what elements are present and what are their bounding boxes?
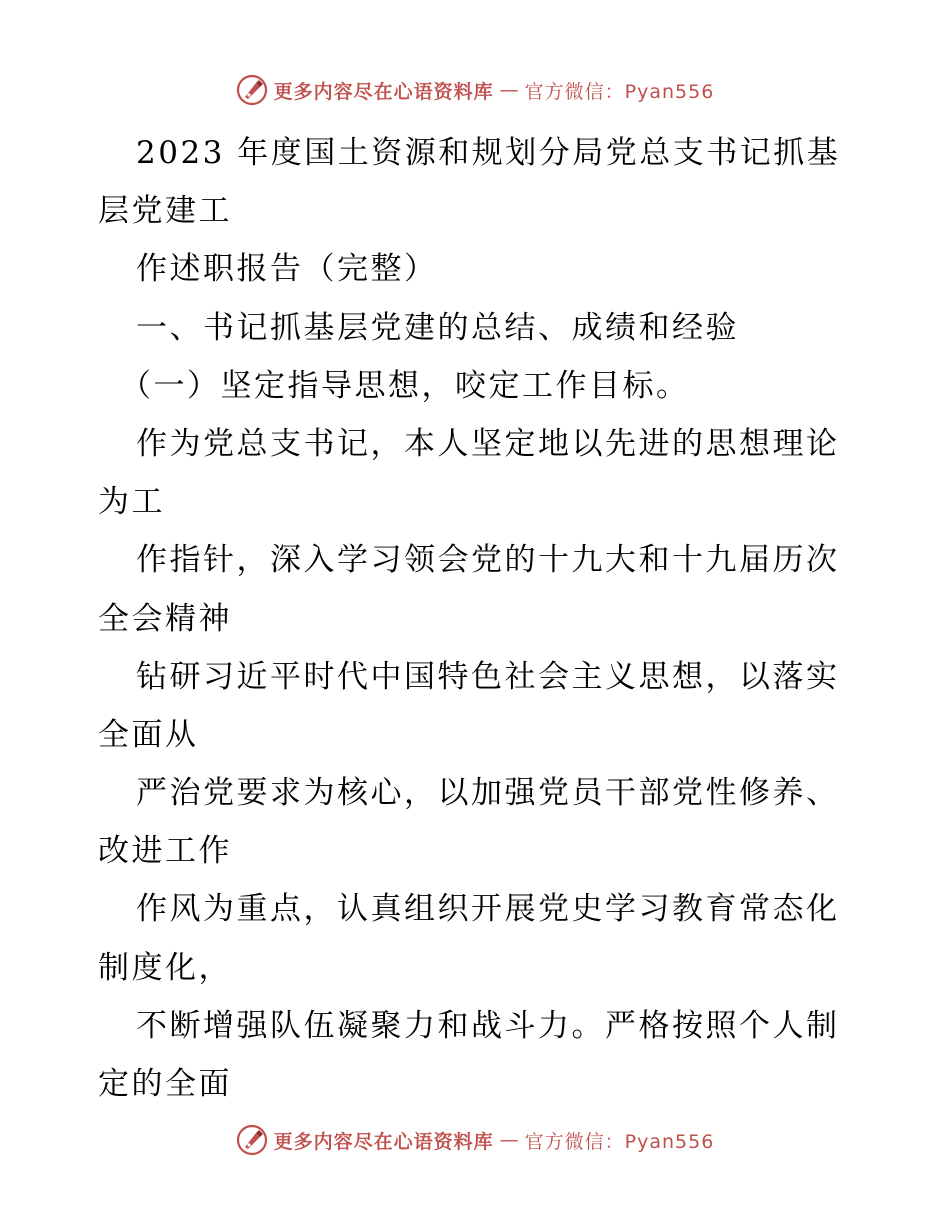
paragraph-line: 全面从 — [98, 716, 199, 753]
subsection-heading-1: （一）坚定指导思想，咬定工作目标。 — [120, 367, 690, 404]
banner-separator: — — [499, 1129, 519, 1151]
paragraph-line: 作指针，深入学习领会党的十九大和十九届历次 — [136, 542, 840, 579]
document-body — [98, 124, 858, 1113]
paragraph-line: 改进工作 — [98, 833, 232, 870]
banner-brand-text: 更多内容尽在心语资料库 — [273, 1130, 494, 1153]
paragraph-line: 严治党要求为核心，以加强党员干部党性修养、 — [136, 775, 840, 812]
paragraph-line: 不断增强队伍凝聚力和战斗力。严格按照个人制 — [136, 1007, 840, 1044]
section-heading-1: 一、书记抓基层党建的总结、成绩和经验 — [136, 309, 739, 346]
paragraph-line: 作风为重点，认真组织开展党史学习教育常态化 — [136, 891, 840, 928]
pen-nib-logo-icon — [236, 74, 268, 106]
paragraph-line: 为工 — [98, 484, 165, 521]
paragraph-line: 钻研习近平时代中国特色社会主义思想，以落实 — [136, 658, 840, 695]
paragraph-line: 定的全面 — [98, 1066, 232, 1102]
banner-separator: — — [499, 79, 519, 101]
pen-nib-logo-icon — [236, 1124, 268, 1156]
paragraph-line: 制度化， — [98, 949, 232, 986]
doc-title-line-3: 作述职报告（完整） — [136, 251, 438, 288]
banner-brand-text: 更多内容尽在心语资料库 — [273, 80, 494, 103]
footer-watermark-banner — [0, 1122, 950, 1158]
doc-title-line-2: 层党建工 — [98, 193, 232, 230]
paragraph-line: 全会精神 — [98, 600, 232, 637]
paragraph-line: 作为党总支书记，本人坚定地以先进的思想理论 — [136, 425, 840, 462]
banner-contact-text: 官方微信：Pyan556 — [524, 80, 715, 103]
doc-title-line-1: 2023 年度国土资源和规划分局党总支书记抓基 — [136, 135, 841, 171]
banner-contact-text: 官方微信：Pyan556 — [524, 1130, 715, 1153]
header-watermark-banner — [0, 72, 950, 108]
